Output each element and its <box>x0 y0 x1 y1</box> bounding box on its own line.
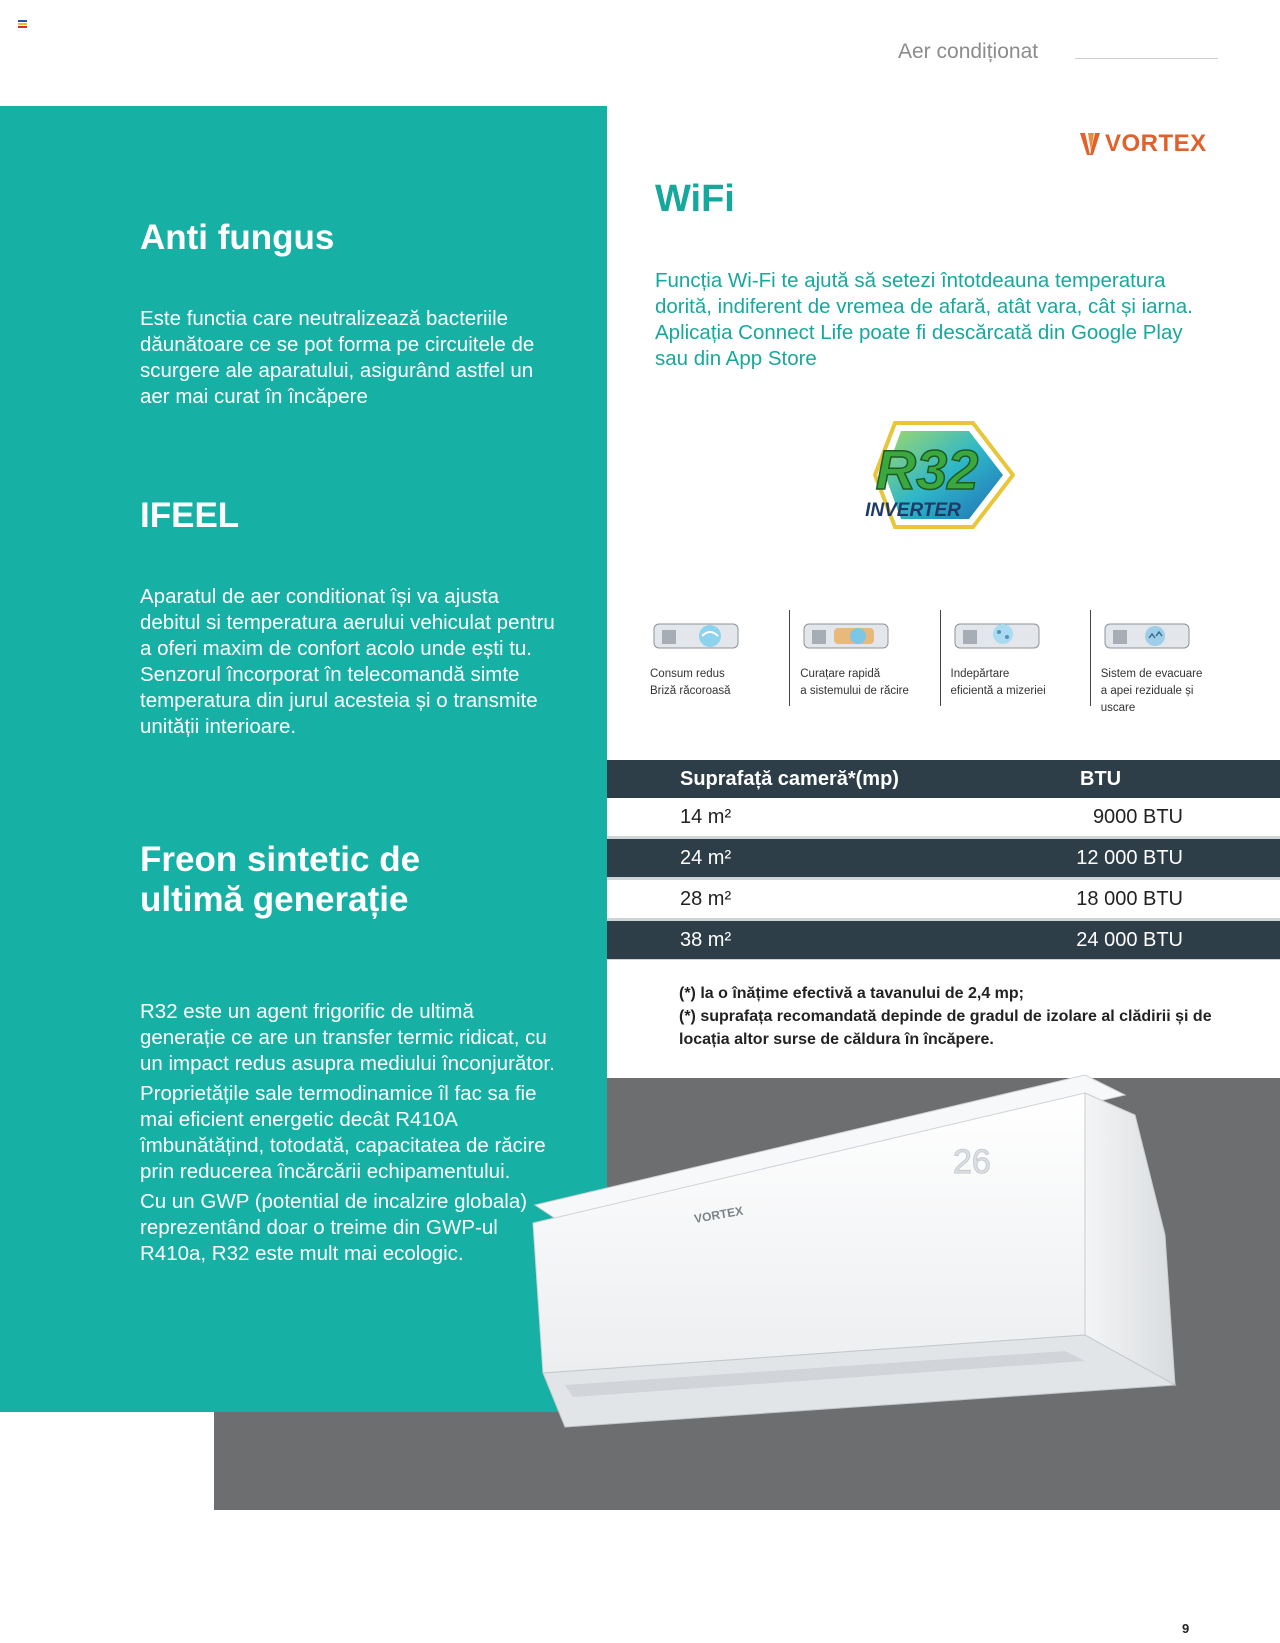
vortex-logo-icon <box>1078 131 1102 157</box>
r32-badge-label: R32 <box>875 438 979 501</box>
anti-fungus-paragraph: Este functia care neutralizează bacteriile dăunătoare ce se pot forma pe circuitele de scurgere ale aparatului, asigurând astfel un aer mai curat în încăpere <box>140 307 535 408</box>
feature-caption-line: a apei reziduale și uscare <box>1100 685 1194 714</box>
table-header-row <box>607 760 1280 798</box>
freon-text <box>140 999 560 1271</box>
freon-paragraph-3: Cu un GWP (potential de incalzire globala) reprezentând doar o treime din GWP-ul R410a, R32 este mult mai ecologic. <box>140 1190 528 1265</box>
feature-caption <box>650 666 779 700</box>
feature-caption-line: Indepărtare <box>950 668 1010 680</box>
freon-paragraph-1: R32 este un agent frigorific de ultimă generație ce are un transfer termic ridicat, cu un impact redus asupra mediului înconjurător. <box>140 1000 555 1075</box>
feature-caption <box>1101 666 1230 717</box>
feature-icons-row <box>640 610 1240 714</box>
freon-heading <box>140 840 420 920</box>
feature-caption <box>951 666 1080 700</box>
page-number: 9 <box>1182 1621 1190 1636</box>
table-cell-btu: 9000 BTU <box>1040 798 1280 838</box>
ac-unit-cleaning-icon <box>802 616 892 656</box>
vortex-logo-text: VORTEX <box>1105 130 1207 157</box>
column-header-room-size: Suprafață cameră*(mp) <box>607 760 1040 798</box>
ifeel-heading: IFEEL <box>140 496 240 535</box>
table-row <box>607 879 1280 920</box>
table-row <box>607 838 1280 879</box>
vortex-logo <box>1078 128 1207 160</box>
table-row <box>607 920 1280 961</box>
unit-temperature-display: 26 <box>953 1143 991 1181</box>
feature-caption <box>800 666 929 700</box>
header-divider <box>1075 58 1218 59</box>
feature-caption-line: eficientă a mizeriei <box>950 685 1046 697</box>
freon-paragraph-2: Proprietățile sale termodinamice îl fac sa fie mai eficient energetic decât R410A îmbunătățind, totodată, capacitatea de răcire prin reducerea încărcării echipamentului. <box>140 1082 546 1183</box>
table-cell-room-size: 28 m² <box>607 879 1040 920</box>
air-conditioner-unit-image <box>525 1055 1265 1445</box>
table-cell-btu: 12 000 BTU <box>1040 838 1280 879</box>
feature-caption-line: Curațare rapidă <box>800 668 881 680</box>
feature-quick-cleaning <box>789 610 939 706</box>
ac-unit-cool-breeze-icon <box>652 616 742 656</box>
feature-caption-line: a sistemului de răcire <box>800 685 909 697</box>
freon-heading-line-2: ultimă generație <box>140 880 409 919</box>
table-cell-room-size: 14 m² <box>607 798 1040 838</box>
feature-caption-line: Consum redus <box>650 668 725 680</box>
ifeel-text <box>140 584 560 744</box>
table-cell-btu: 24 000 BTU <box>1040 920 1280 961</box>
feature-cool-breeze <box>640 610 789 706</box>
wifi-title: WiFi <box>655 178 735 220</box>
ac-unit-water-drain-icon <box>1103 616 1193 656</box>
anti-fungus-heading: Anti fungus <box>140 218 335 257</box>
freon-heading-line-1: Freon sintetic de <box>140 840 421 879</box>
table-row <box>607 798 1280 838</box>
ac-unit-dirt-removal-icon <box>953 616 1043 656</box>
table-note: (*) suprafața recomandată depinde de gradul de izolare al clădirii și de locația altor surse de căldura în încăpere. <box>679 1008 1212 1048</box>
column-header-btu: BTU <box>1040 760 1280 798</box>
table-notes <box>679 982 1259 1051</box>
section-title: Aer condiționat <box>898 40 1039 63</box>
table-cell-room-size: 38 m² <box>607 920 1040 961</box>
table-cell-room-size: 24 m² <box>607 838 1040 879</box>
feature-dirt-removal <box>940 610 1090 706</box>
r32-inverter-badge <box>855 415 1015 535</box>
corner-flag-icon <box>18 20 27 27</box>
ifeel-paragraph: Aparatul de aer conditionat își va ajusta debitul si temperatura aerului vehiculat pentru a oferi maxim de confort acolo unde ești tu. Senzorul încorporat în telecomandă simte temperatura din jurul acesteia și o transmite unității interioare. <box>140 585 555 738</box>
feature-caption-line: Sistem de evacuare <box>1100 668 1203 680</box>
inverter-badge-label: INVERTER <box>865 500 961 521</box>
table-note: (*) la o înățime efectivă a tavanului de 2,4 mp; <box>679 985 1024 1002</box>
unit-logo-text: VORTEX <box>693 1203 745 1226</box>
feature-caption-line: Briză răcoroasă <box>650 685 731 697</box>
table-cell-btu: 18 000 BTU <box>1040 879 1280 920</box>
room-size-btu-table <box>607 760 1280 962</box>
wifi-text: Funcția Wi-Fi te ajută să setezi întotdeauna temperatura dorită, indiferent de vremea de afară, atât vara, cât și iarna. Aplicația Connect Life poate fi descărcată din Google Play sau din App Store <box>655 269 1193 370</box>
anti-fungus-text <box>140 306 560 414</box>
feature-water-drain <box>1090 610 1240 714</box>
